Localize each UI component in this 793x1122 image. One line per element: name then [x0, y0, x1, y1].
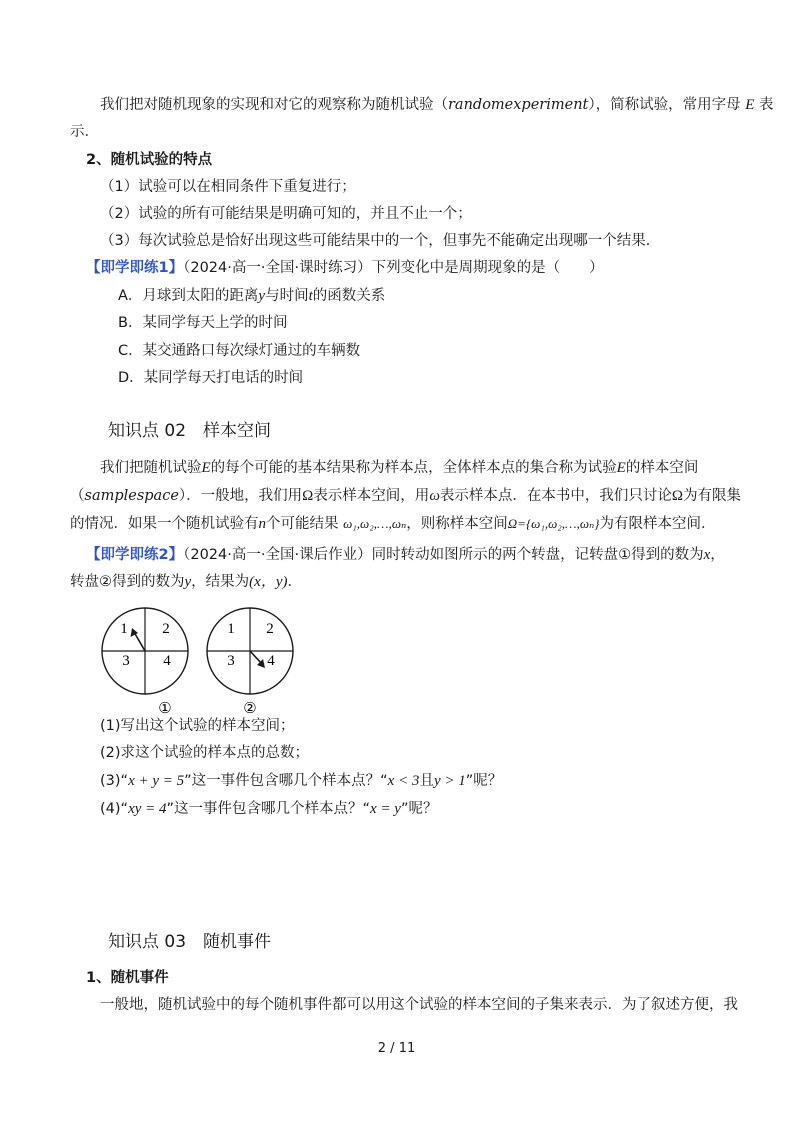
practice-2-stem-2: 转盘②得到的数为y，结果为(x，y)．: [70, 574, 302, 590]
practice-1-tag: 【即学即练1】: [86, 260, 184, 276]
spinner-2-num-3: 3: [227, 653, 235, 669]
spinner-1-caption: ①: [158, 701, 172, 716]
kp03-subtitle: 1、随机事件: [86, 970, 169, 986]
practice-1-option-b: B．某同学每天上学的时间: [118, 315, 288, 331]
kp03-line-1: 一般地，随机试验中的每个随机事件都可以用这个试验的样本空间的子集来表示．为了叙述方便，我: [100, 997, 738, 1013]
section-2-title: 2、随机试验的特点: [86, 152, 213, 168]
section-2-item-1: （1）试验可以在相同条件下重复进行；: [100, 179, 356, 195]
kp02-line-2: （samplespace）．一般地，我们用Ω表示样本空间，用ω表示样本点．在本书中，我们只讨论Ω为有限集: [70, 488, 742, 504]
practice-2-stem: 【即学即练2】（2024·高一·全国·课后作业）同时转动如图所示的两个转盘，记转盘①得到的数为x，: [86, 547, 725, 563]
spinner-1: [102, 608, 188, 694]
spinner-2-num-4: 4: [267, 653, 275, 669]
practice-2-tag: 【即学即练2】: [86, 547, 184, 563]
spinner-2: [207, 608, 293, 694]
practice-1-option-d: D．某同学每天打电话的时间: [118, 370, 304, 386]
practice-1-option-c: C．某交通路口每次绿灯通过的车辆数: [118, 343, 361, 359]
question-3: (3)“x + y = 5”这一事件包含哪几个样本点？“x < 3且y > 1”呢？: [100, 773, 503, 789]
spinner-1-num-4: 4: [163, 653, 171, 669]
kp03-title: 知识点 03 随机事件: [108, 932, 272, 952]
question-2: (2)求这个试验的样本点的总数；: [100, 745, 310, 761]
spinner-1-num-1: 1: [120, 621, 128, 637]
spinner-1-pointer: [134, 632, 145, 651]
page-number: 2 / 11: [377, 1041, 416, 1056]
kp02-line-1: 我们把随机试验E的每个可能的基本结果称为样本点，全体样本点的集合称为试验E的样本空间: [100, 460, 699, 476]
spinner-2-num-1: 1: [227, 621, 235, 637]
question-4: (4)“xy = 4”这一事件包含哪几个样本点？“x = y”呢？: [100, 801, 438, 817]
intro-line-1: 我们把对随机现象的实现和对它的观察称为随机试验（randomexperiment），简称试验，常用字母 E 表: [100, 97, 774, 113]
spinner-1-num-2: 2: [162, 621, 170, 637]
section-2-item-2: （2）试验的所有可能结果是明确可知的，并且不止一个；: [100, 206, 472, 222]
spinner-1-num-3: 3: [122, 653, 130, 669]
question-1: (1)写出这个试验的样本空间；: [100, 718, 295, 734]
kp02-line-3: 的情况．如果一个随机试验有n个可能结果 ω₁,ω₂,…,ωₙ，则称样本空间Ω={ω₁,ω₂,…,ωₙ}为有限样本空间．: [70, 516, 716, 532]
spinner-2-caption: ②: [243, 701, 257, 716]
section-2-item-3: （3）每次试验总是恰好出现这些可能结果中的一个，但事先不能确定出现哪一个结果．: [100, 233, 661, 249]
practice-1-stem: 【即学即练1】（2024·高一·全国·课时练习）下列变化中是周期现象的是（ ）: [86, 260, 604, 276]
intro-line-2: 示．: [70, 124, 99, 140]
kp02-title: 知识点 02 样本空间: [108, 421, 272, 441]
practice-1-option-a: A．月球到太阳的距离y与时间t的函数关系: [118, 288, 386, 304]
spinner-figure: [98, 604, 308, 716]
spinner-2-num-2: 2: [266, 621, 274, 637]
